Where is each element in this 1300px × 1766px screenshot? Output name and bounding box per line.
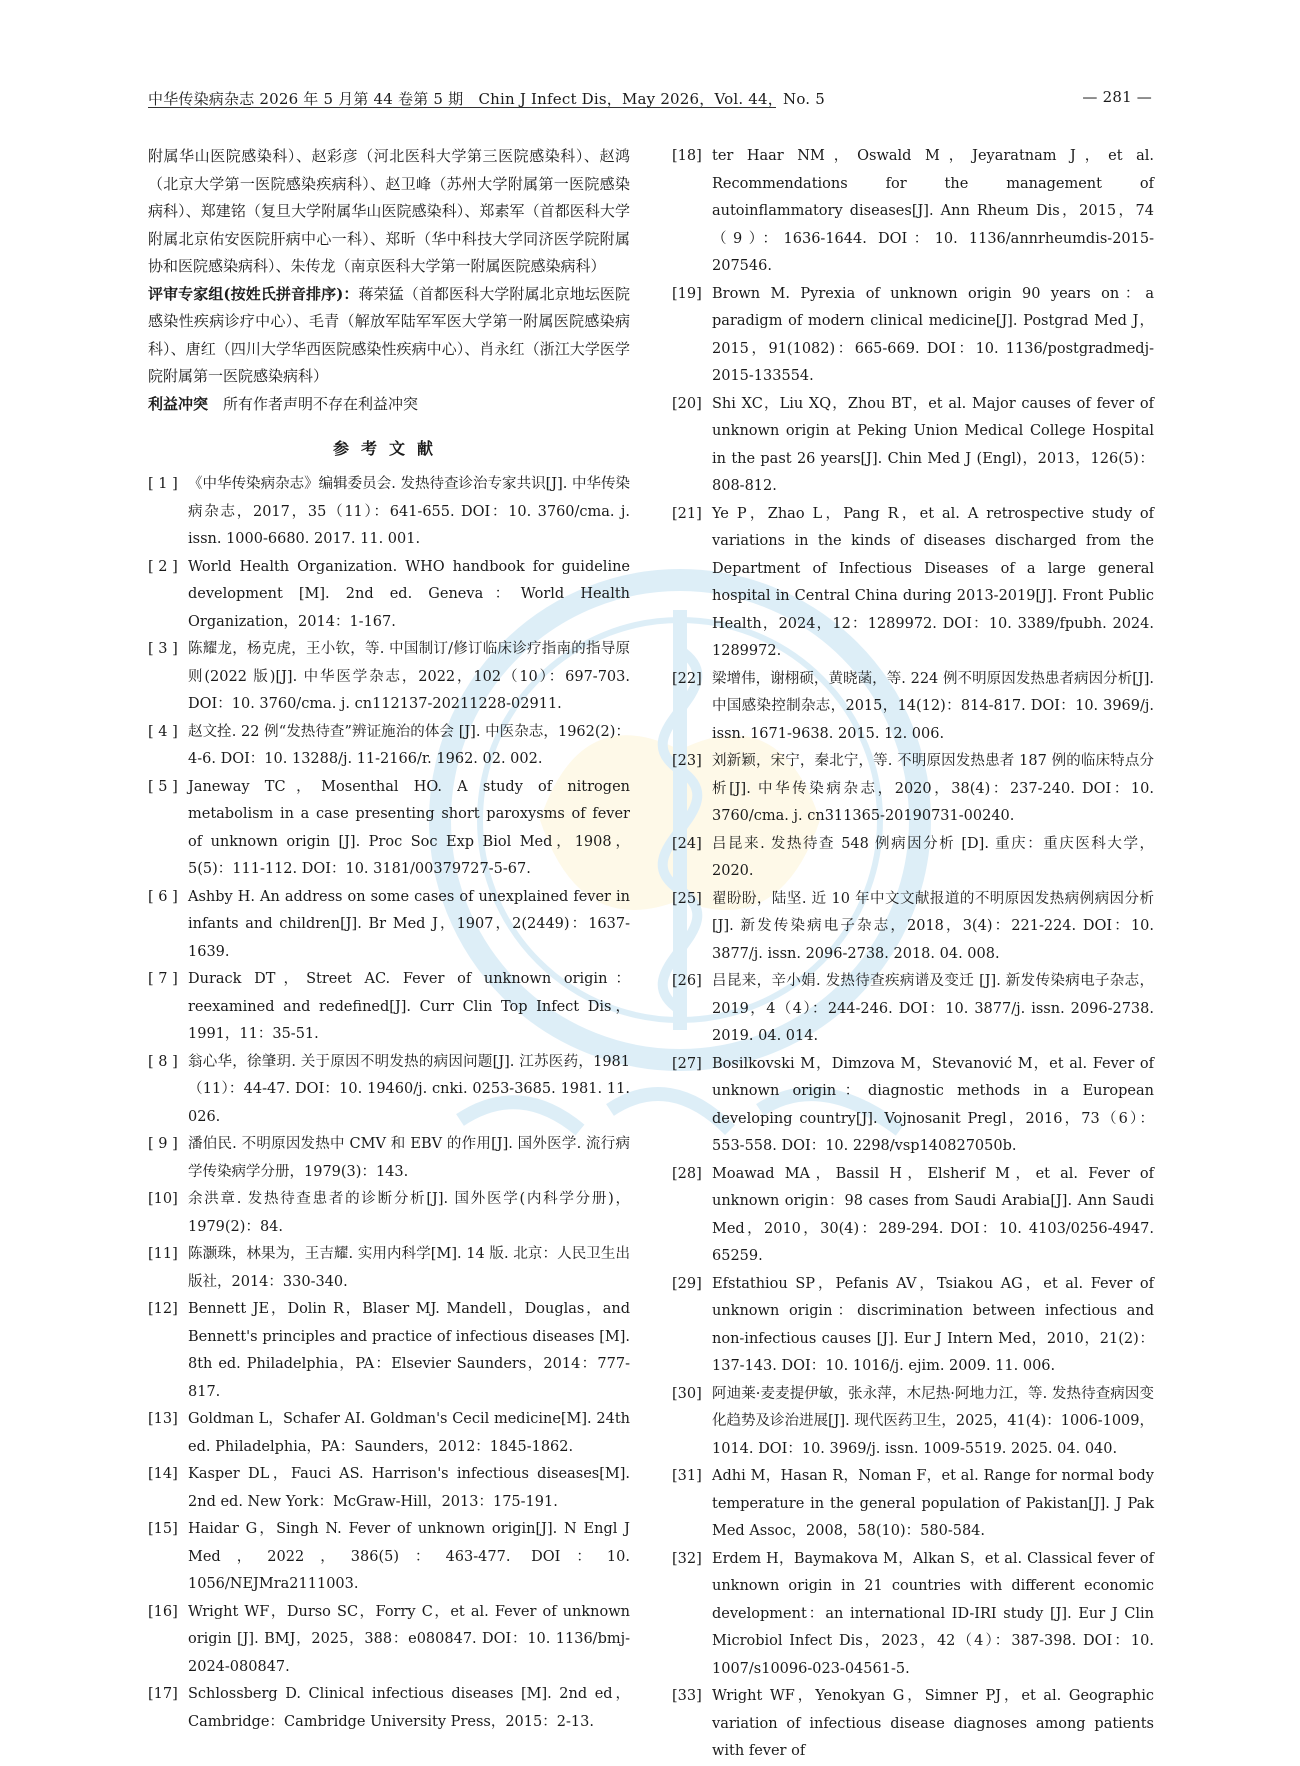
reference-number: [33] bbox=[672, 1688, 702, 1704]
reference-item bbox=[672, 1051, 1154, 1161]
reference-item bbox=[672, 968, 1154, 1051]
reference-number: [ 6 ] bbox=[148, 888, 178, 905]
reference-number: [29] bbox=[672, 1275, 702, 1292]
reference-text: 陈灏珠，林果为，王吉耀. 实用内科学[M]. 14 版. 北京：人民卫生出版社，2014：330-340. bbox=[188, 1246, 630, 1290]
reference-item bbox=[672, 748, 1154, 831]
reference-text: Brown M. Pyrexia of unknown origin 90 years on：a paradigm of modern clinical medicine[J]. Postgrad Med J，2015，91(1082)：665-669. DOI：10. 1136/postgradmedj-2015-133554. bbox=[712, 285, 1154, 384]
reference-item bbox=[672, 1463, 1154, 1546]
reference-text: Ashby H. An address on some cases of unexplained fever in infants and children[J]. Br Med J，1907，2(2449)：1637-1639. bbox=[188, 888, 630, 960]
reference-text: 吕昆来，辛小娟. 发热待查疾病谱及变迁 [J]. 新发传染病电子杂志，2019，4（4）：244-246. DOI：10. 3877/j. issn. 2096-2738. 2019. 04. 014. bbox=[712, 973, 1154, 1044]
reference-item bbox=[148, 719, 630, 774]
reference-text: 阿迪莱·麦麦提伊敏，张永萍，木尼热·阿地力江，等. 发热待查病因变化趋势及诊治进展[J]. 现代医药卫生，2025，41(4)：1006-1009，1014. DOI：10. 3969/j. issn. 1009-5519. 2025. 04. 040. bbox=[712, 1385, 1154, 1457]
reference-number: [ 7 ] bbox=[148, 971, 178, 987]
reference-list-left bbox=[148, 471, 630, 1736]
reference-list-right bbox=[672, 143, 1154, 1766]
reference-text: Janeway TC，Mosenthal HO. A study of nitrogen metabolism in a case presenting short paroxysms of fever of unknown origin [J]. Proc Soc Exp Biol Med，1908，5(5)：111-112. DOI：10. 3181/00379727-5-67. bbox=[188, 778, 630, 877]
reference-number: [22] bbox=[672, 670, 702, 687]
reference-number: [10] bbox=[148, 1191, 178, 1207]
reference-item bbox=[148, 884, 630, 967]
coi-text: 所有作者声明不存在利益冲突 bbox=[223, 394, 419, 413]
reviewers-label: 评审专家组(按姓氏拼音排序)： bbox=[148, 284, 359, 303]
page-number: — 281 — bbox=[1082, 88, 1152, 106]
reference-number: [30] bbox=[672, 1385, 702, 1402]
reference-text: Durack DT，Street AC. Fever of unknown origin：reexamined and redefined[J]. Curr Clin Top Infect Dis，1991，11：35-51. bbox=[188, 971, 630, 1042]
reference-item bbox=[148, 554, 630, 637]
reference-number: [ 1 ] bbox=[148, 476, 178, 492]
reference-number: [ 8 ] bbox=[148, 1053, 178, 1070]
reference-number: [19] bbox=[672, 285, 702, 302]
reference-item bbox=[148, 1516, 630, 1599]
reference-text: Erdem H，Baymakova M，Alkan S，et al. Classical fever of unknown origin in 21 countries with different economic development：an international ID-IRI study [J]. Eur J Clin Microbiol Infect Dis，2023，42（4）：387-398. DOI：10. 1007/s10096-023-04561-5. bbox=[712, 1550, 1154, 1677]
reference-text: Ye P，Zhao L，Pang R，et al. A retrospective study of variations in the kinds of diseases discharged from the Department of Infectious Diseases of a large general hospital in Central China during 2013-2019[J]. Front Public Health，2024，12：1289972. DOI：10. 3389/fpubh. 2024. 1289972. bbox=[712, 505, 1154, 659]
reference-item bbox=[148, 774, 630, 884]
reference-item bbox=[148, 1241, 630, 1296]
reviewers-text: 蒋荣猛（首都医科大学附属北京地坛医院感染性疾病诊疗中心）、毛青（解放军陆军军医大学第一附属医院感染病科）、唐红（四川大学华西医院感染性疾病中心）、肖永红（浙江大学医学院附属第一医院感染病科） bbox=[148, 284, 630, 385]
reference-number: [16] bbox=[148, 1603, 178, 1620]
reference-item bbox=[672, 1683, 1154, 1766]
reference-number: [ 2 ] bbox=[148, 558, 178, 575]
reference-item bbox=[672, 281, 1154, 391]
reference-item bbox=[148, 1186, 630, 1241]
reference-item bbox=[672, 1271, 1154, 1381]
reference-number: [21] bbox=[672, 505, 702, 522]
reference-item bbox=[148, 1406, 630, 1461]
reference-text: Schlossberg D. Clinical infectious diseases [M]. 2nd ed，Cambridge：Cambridge University Press，2015：2-13. bbox=[188, 1686, 630, 1730]
reference-number: [31] bbox=[672, 1468, 702, 1484]
reference-text: Goldman L，Schafer AI. Goldman's Cecil medicine[M]. 24th ed. Philadelphia，PA：Saunders，2012：1845-1862. bbox=[188, 1411, 630, 1455]
reference-text: ter Haar NM，Oswald M，Jeyaratnam J，et al. Recommendations for the management of autoinflammatory diseases[J]. Ann Rheum Dis，2015，74（9）：1636-1644. DOI：10. 1136/annrheumdis-2015-207546. bbox=[712, 148, 1154, 274]
reference-number: [20] bbox=[672, 395, 702, 412]
reference-item bbox=[672, 1546, 1154, 1684]
reference-text: 赵文拴. 22 例“发热待查”辨证施治的体会 [J]. 中医杂志，1962(2)：4-6. DOI：10. 13288/j. 11-2166/r. 1962. 02. 002. bbox=[188, 723, 630, 767]
reference-text: Kasper DL，Fauci AS. Harrison's infectious diseases[M]. 2nd ed. New York：McGraw-Hill，2013：175-191. bbox=[188, 1466, 630, 1510]
reference-text: 《中华传染病杂志》编辑委员会. 发热待查诊治专家共识[J]. 中华传染病杂志，2017，35（11）：641-655. DOI：10. 3760/cma. j. issn. 1000-6680. 2017. 11. 001. bbox=[188, 476, 630, 547]
references-title: 参考文献 bbox=[332, 439, 445, 458]
reference-item bbox=[672, 831, 1154, 886]
reference-text: Adhi M，Hasan R，Noman F，et al. Range for normal body temperature in the general population of Pakistan[J]. J Pak Med Assoc，2008，58(10)：580-584. bbox=[712, 1468, 1154, 1539]
reference-text: Haidar G，Singh N. Fever of unknown origin[J]. N Engl J Med，2022，386(5)：463-477. DOI：10. 1056/NEJMra2111003. bbox=[188, 1521, 630, 1592]
left-column bbox=[148, 143, 630, 1736]
reference-number: [ 5 ] bbox=[148, 778, 178, 795]
reference-number: [24] bbox=[672, 835, 702, 852]
reference-text: 吕昆来. 发热待查 548 例病因分析 [D]. 重庆：重庆医科大学，2020. bbox=[712, 835, 1154, 879]
reference-number: [ 3 ] bbox=[148, 641, 178, 657]
reference-item bbox=[672, 501, 1154, 666]
reference-number: [11] bbox=[148, 1246, 178, 1262]
reference-item bbox=[672, 886, 1154, 969]
reference-number: [28] bbox=[672, 1165, 702, 1182]
running-header bbox=[148, 84, 1152, 112]
reference-item bbox=[672, 143, 1154, 281]
reference-text: Wright WF，Durso SC，Forry C，et al. Fever of unknown origin [J]. BMJ，2025，388：e080847. DOI：10. 1136/bmj-2024-080847. bbox=[188, 1603, 630, 1675]
reference-text: 翁心华，徐肇玥. 关于原因不明发热的病因问题[J]. 江苏医药，1981（11）：44-47. DOI：10. 19460/j. cnki. 0253-3685. 1981. 11. 026. bbox=[188, 1053, 630, 1125]
reference-item bbox=[148, 1131, 630, 1186]
header-rule bbox=[148, 107, 776, 108]
journal-info: 中华传染病杂志 2026 年 5 月第 44 卷第 5 期 Chin J Infect Dis，May 2026，Vol. 44，No. 5 bbox=[148, 90, 825, 108]
reference-text: Wright WF，Yenokyan G，Simner PJ，et al. Geographic variation of infectious disease diagnoses among patients with fever of bbox=[712, 1688, 1154, 1759]
reference-item bbox=[148, 636, 630, 719]
reference-text: 刘新颖，宋宁，秦北宁，等. 不明原因发热患者 187 例的临床特点分析[J]. 中华传染病杂志，2020，38(4)：237-240. DOI：10. 3760/cma. j. cn311365-20190731-00240. bbox=[712, 753, 1154, 824]
reference-item bbox=[148, 966, 630, 1049]
reference-number: [13] bbox=[148, 1411, 178, 1427]
reference-item bbox=[148, 1049, 630, 1132]
reference-text: 潘伯民. 不明原因发热中 CMV 和 EBV 的作用[J]. 国外医学. 流行病学传染病学分册，1979(3)：143. bbox=[188, 1136, 630, 1180]
reference-text: Shi XC，Liu XQ，Zhou BT，et al. Major causes of fever of unknown origin at Peking Union Medical College Hospital in the past 26 years[J]. Chin Med J (Engl)，2013，126(5)：808-812. bbox=[712, 395, 1154, 494]
conflict-of-interest bbox=[148, 391, 630, 419]
reference-number: [26] bbox=[672, 973, 702, 989]
reference-number: [14] bbox=[148, 1466, 178, 1482]
reference-text: World Health Organization. WHO handbook for guideline development [M]. 2nd ed. Geneva：World Health Organization，2014：1-167. bbox=[188, 558, 630, 630]
reference-item bbox=[672, 1381, 1154, 1464]
reference-item bbox=[148, 471, 630, 554]
reference-text: Bosilkovski M，Dimzova M，Stevanović M，et al. Fever of unknown origin：diagnostic methods in a European developing country[J]. Vojnosanit Pregl，2016，73（6）：553-558. DOI：10. 2298/vsp140827050b. bbox=[712, 1055, 1154, 1154]
reference-number: [18] bbox=[672, 148, 702, 164]
reference-item bbox=[672, 1161, 1154, 1271]
coi-label: 利益冲突 bbox=[148, 394, 209, 413]
reference-number: [25] bbox=[672, 890, 702, 907]
reference-number: [15] bbox=[148, 1521, 178, 1537]
reference-text: 翟盼盼，陆坚. 近 10 年中文文献报道的不明原因发热病例病因分析 [J]. 新发传染病电子杂志，2018，3(4)：221-224. DOI：10. 3877/j. issn. 2096-2738. 2018. 04. 008. bbox=[712, 890, 1154, 962]
reference-text: Moawad MA，Bassil H，Elsherif M，et al. Fever of unknown origin：98 cases from Saudi Arabia[J]. Ann Saudi Med，2010，30(4)：289-294. DOI：10. 4103/0256-4947. 65259. bbox=[712, 1165, 1154, 1264]
right-column bbox=[672, 143, 1154, 1766]
reference-number: [23] bbox=[672, 753, 702, 769]
contributors-paragraph: 附属华山医院感染科）、赵彩彦（河北医科大学第三医院感染科）、赵鸿（北京大学第一医院感染疾病科）、赵卫峰（苏州大学附属第一医院感染病科）、郑建铭（复旦大学附属华山医院感染科）、郑素军（首都医科大学附属北京佑安医院肝病中心一科）、郑昕（华中科技大学同济医学院附属协和医院感染病科）、朱传龙（南京医科大学第一附属医院感染病科） bbox=[148, 147, 630, 275]
reference-text: 余洪章. 发热待查患者的诊断分析[J]. 国外医学(内科学分册)，1979(2)：84. bbox=[188, 1191, 630, 1235]
reference-number: [27] bbox=[672, 1055, 702, 1072]
reference-item bbox=[148, 1681, 630, 1736]
reference-number: [ 9 ] bbox=[148, 1136, 178, 1152]
reference-item bbox=[148, 1599, 630, 1682]
reference-text: 梁增伟，谢栩硕，黄晓菡，等. 224 例不明原因发热患者病因分析[J]. 中国感染控制杂志，2015，14(12)：814-817. DOI：10. 3969/j. issn. 1671-9638. 2015. 12. 006. bbox=[712, 670, 1154, 742]
reviewers-paragraph bbox=[148, 281, 630, 391]
reference-item bbox=[148, 1461, 630, 1516]
reference-number: [17] bbox=[148, 1686, 178, 1702]
reference-item bbox=[672, 391, 1154, 501]
reference-number: [32] bbox=[672, 1550, 702, 1567]
reference-item bbox=[148, 1296, 630, 1406]
reference-number: [ 4 ] bbox=[148, 723, 178, 740]
reference-text: Efstathiou SP，Pefanis AV，Tsiakou AG，et al. Fever of unknown origin：discrimination between infectious and non-infectious causes [J]. Eur J Intern Med，2010，21(2)：137-143. DOI：10. 1016/j. ejim. 2009. 11. 006. bbox=[712, 1275, 1154, 1374]
reference-text: Bennett JE，Dolin R，Blaser MJ. Mandell，Douglas，and Bennett's principles and practice of infectious diseases [M]. 8th ed. Philadelphia，PA：Elsevier Saunders，2014：777-817. bbox=[188, 1301, 630, 1400]
reference-number: [12] bbox=[148, 1301, 178, 1317]
reference-text: 陈耀龙，杨克虎，王小钦，等. 中国制订/修订临床诊疗指南的指导原则(2022 版)[J]. 中华医学杂志，2022，102（10）：697-703. DOI：10. 3760/cma. j. cn112137-20211228-02911. bbox=[188, 641, 630, 712]
reference-item bbox=[672, 666, 1154, 749]
